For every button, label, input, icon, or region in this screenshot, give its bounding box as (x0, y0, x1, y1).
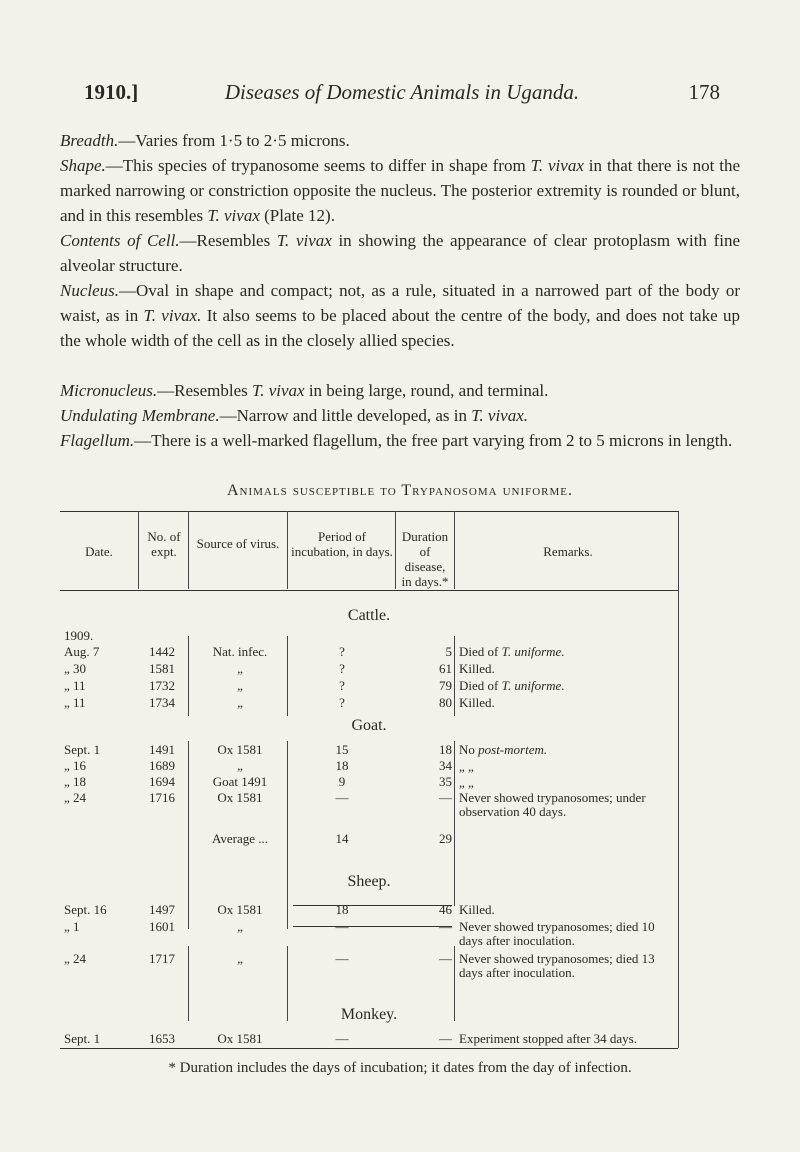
col-divider (188, 511, 189, 589)
running-header (84, 80, 720, 110)
section-sheep: Sheep. (347, 873, 391, 890)
section-goat: Goat. (351, 717, 387, 734)
section-cattle: Cattle. (347, 607, 391, 624)
header-incubation: Period of incubation, in days. (291, 529, 393, 559)
col-divider (188, 636, 189, 716)
col-divider (138, 511, 139, 589)
col-divider (454, 636, 455, 716)
col-divider (287, 511, 288, 589)
col-divider (287, 636, 288, 716)
header-remarks: Remarks. (543, 544, 593, 559)
paragraph-flagellum: Flagellum.—There is a well-marked flagellum, the free part varying from 2 to 5 microns in length. (60, 431, 733, 450)
paragraph-contents: Contents of Cell.—Resembles T. vivax in showing the appearance of clear protoplasm with fine alveolar structure. (60, 231, 740, 275)
header-duration: Duration of disease, in days.* (401, 529, 449, 589)
table-title: Animals susceptible to Trypanosoma uniforme. (226, 482, 574, 499)
header-date: Date. (85, 544, 113, 559)
table-footnote: * Duration includes the days of incubation; it dates from the day of infection. (168, 1060, 632, 1076)
col-divider (454, 511, 455, 589)
col-divider (395, 511, 396, 589)
paragraph-nucleus: Nucleus.—Oval in shape and compact; not, as a rule, situated in a narrowed part of the body or waist, as in T. vivax. It also seems to be placed about the centre of the body, and does not take up the whole width of the cell as in the closely allied species. (60, 281, 740, 350)
table-top-rule (60, 511, 678, 512)
col-divider (287, 741, 288, 929)
table-right-border (678, 511, 679, 1048)
table-bottom-rule (60, 1048, 678, 1049)
header-year: 1910.] (84, 80, 139, 104)
page-number: 178 (688, 80, 720, 104)
header-no: No. of expt. (147, 529, 181, 559)
paragraph-micronucleus: Micronucleus.—Resembles T. vivax in being large, round, and terminal. (60, 381, 549, 400)
paragraph-undulating-membrane: Undulating Membrane.—Narrow and little developed, as in T. vivax. (60, 406, 529, 425)
paragraph-shape: Shape.—This species of trypanosome seems to differ in shape from T. vivax in that there is not the marked narrowing or constriction opposite the nucleus. The posterior extremity is rounded or blunt, and in this resembles T. vivax (Plate 12). (60, 156, 740, 225)
paragraph-breadth: Breadth.—Varies from 1·5 to 2·5 microns. (60, 131, 350, 150)
section-monkey: Monkey. (340, 1006, 398, 1023)
header-title: Diseases of Domestic Animals in Uganda. (224, 80, 580, 104)
susceptibility-table: Date. No. of expt. Source of virus. Period of incubation, in days. Duration of disease, in days.* Remarks. Cattle. 1909. Aug. 7 1442 Nat. infec. ? 5 Died of T. uniforme. „ 30 1581 „ ? 61 Killed. „ 11 1732 „ ? 79 Died of T. uniforme. „ 11 1734 „ ? 80 Killed. Goat. Sept. 1 1491 Ox 1581 15 18 No post-mortem. „ 16 1689 „ 18 34 „ „ „ 18 1694 Goat 1491 9 35 „ „ „ 24 1716 Ox 1581 — — Never showed trypanosomes; under observation 40 days. Average ... 14 29 Sheep. Sept. 16 1497 Ox 1581 18 46 Killed. „ 1 1601 „ — — Never showed trypanosomes; died 10 days after inoculation. „ 24 1717 „ — — Never showed trypanosomes; died 13 days after inoculation. Monkey. Sept. 1 1653 Ox 1581 — — Experiment stopped after 34 days. (60, 511, 678, 1053)
col-divider (188, 741, 189, 929)
header-source: Source of virus. (196, 536, 280, 551)
year-label: 1909. (64, 628, 94, 643)
table-header-rule (60, 590, 678, 591)
